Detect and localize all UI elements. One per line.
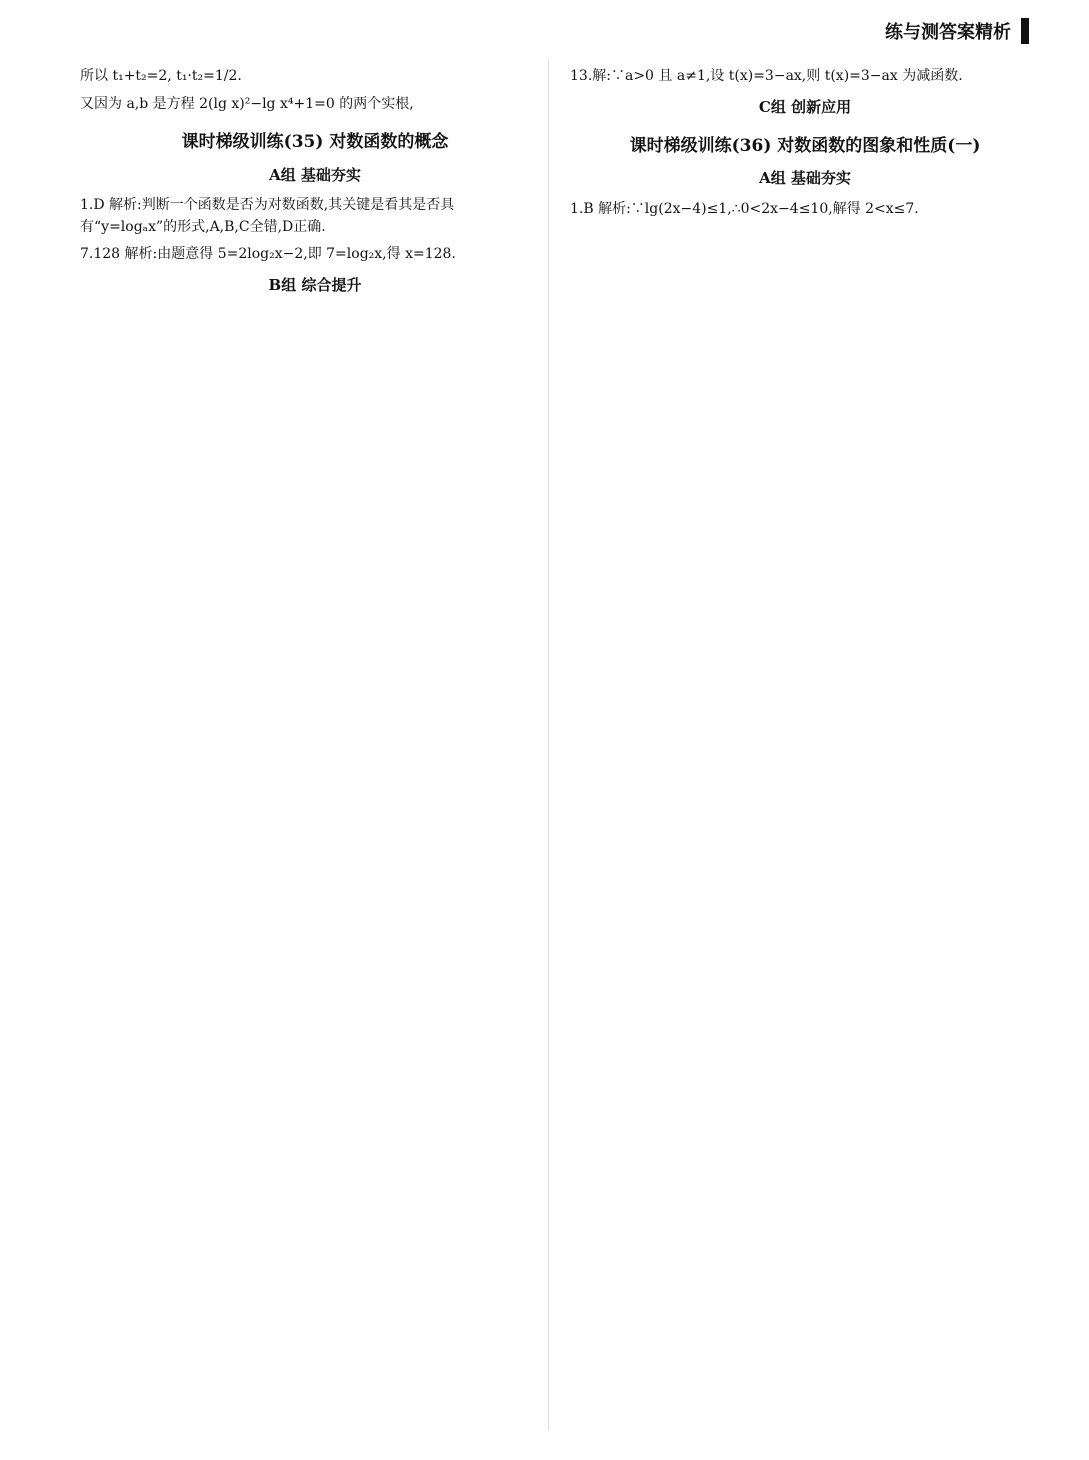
right-column (570, 60, 1040, 226)
intro-line-1: 所以 t₁+t₂=2, t₁·t₂=1/2. (80, 68, 242, 84)
group-c-title: C组 创新应用 (758, 97, 852, 116)
section-35-title: 课时梯级训练(35) 对数函数的概念 (181, 132, 449, 153)
left-column (80, 60, 550, 305)
section-36-title: 课时梯级训练(36) 对数函数的图象和性质(一) (629, 135, 981, 156)
group-a-title-36: A组 基础夯实 (759, 169, 851, 188)
answer-36-1: 1.B 解析:∵lg(2x−4)≤1,∴0<2x−4≤10,解得 2<x≤7. (570, 200, 919, 217)
intro-line-2: 又因为 a,b 是方程 2(lg x)²−lg x⁴+1=0 的两个实根, (80, 95, 414, 112)
header-bar (1021, 18, 1029, 44)
page-header (885, 18, 1029, 44)
header-text: 练与测答案精析 (885, 22, 1011, 43)
answer-7: 7.128 解析:由题意得 5=2log₂x−2,即 7=log₂x,得 x=128. (80, 246, 456, 263)
answer-13: 13.解:∵a>0 且 a≠1,设 t(x)=3−ax,则 t(x)=3−ax 为减函数. (570, 68, 963, 84)
answer-1: 1.D 解析:判断一个函数是否为对数函数,其关键是看其是否具有“y=logₐx”的形式,A,B,C全错,D正确. (80, 196, 455, 235)
group-b-title: B组 综合提升 (268, 276, 362, 295)
group-a-title: A组 基础夯实 (269, 165, 361, 184)
